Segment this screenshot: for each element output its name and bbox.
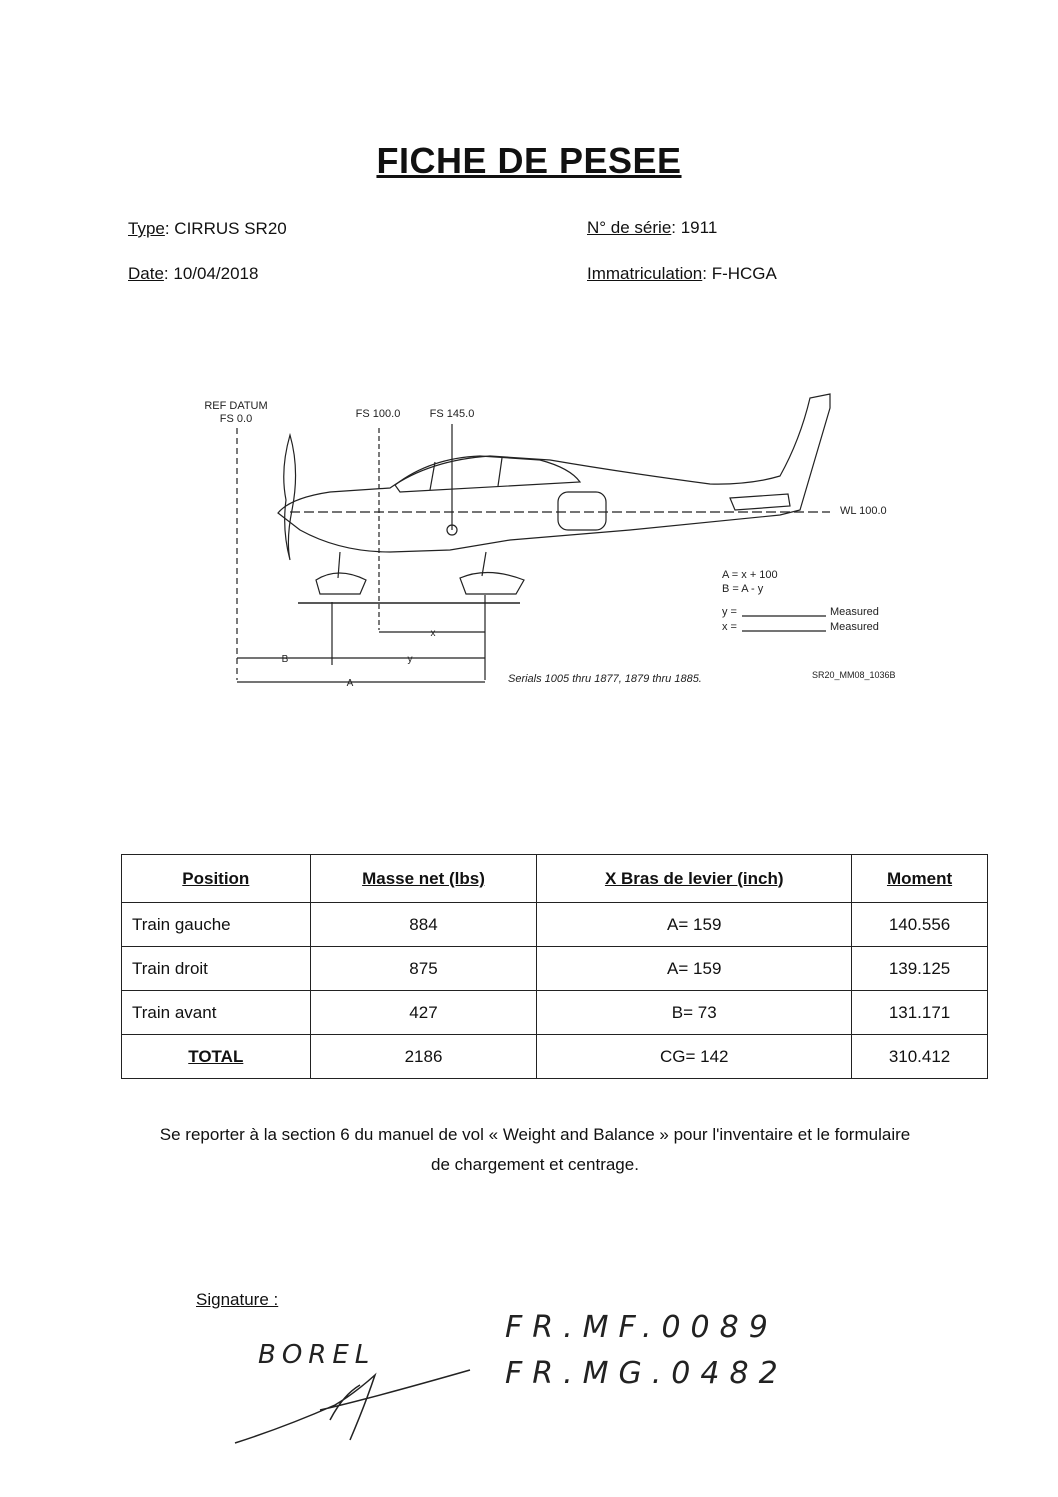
table-header-row bbox=[122, 855, 988, 903]
canopy bbox=[395, 456, 580, 492]
door-window bbox=[558, 492, 606, 530]
cell-total-moment: 310.412 bbox=[852, 1035, 988, 1079]
cell-moment: 131.171 bbox=[852, 991, 988, 1035]
header-mass: Masse net (lbs) bbox=[310, 855, 537, 903]
nose-wheel-fairing bbox=[316, 573, 366, 594]
cell-mass: 427 bbox=[310, 991, 537, 1035]
main-wheel-fairing bbox=[460, 572, 524, 594]
x-dimension-label: x bbox=[430, 628, 436, 639]
cell-mass: 875 bbox=[310, 947, 537, 991]
date-label: Date bbox=[128, 264, 164, 283]
date-value: : 10/04/2018 bbox=[163, 264, 259, 283]
signature-label: Signature : bbox=[196, 1290, 279, 1309]
cell-total-label: TOTAL bbox=[122, 1035, 311, 1079]
x-measured: Measured bbox=[830, 621, 879, 633]
total-row bbox=[122, 1035, 988, 1079]
aircraft-diagram bbox=[190, 380, 910, 700]
header-position: Position bbox=[122, 855, 311, 903]
registration-field bbox=[587, 264, 777, 284]
table-row bbox=[122, 991, 988, 1035]
cell-arm: B= 73 bbox=[537, 991, 852, 1035]
serial-value: : 1911 bbox=[671, 218, 718, 237]
a-dimension-label: A bbox=[346, 678, 354, 689]
cell-total-mass: 2186 bbox=[310, 1035, 537, 1079]
signature-scrawl bbox=[225, 1355, 475, 1450]
type-label: Type bbox=[128, 219, 165, 238]
license-number-1: FR.MF.0089 bbox=[505, 1310, 778, 1345]
tail-plane bbox=[730, 494, 790, 510]
note-line-2: de chargement et centrage. bbox=[431, 1155, 639, 1174]
registration-label: Immatriculation bbox=[587, 264, 703, 283]
header-moment: Moment bbox=[852, 855, 988, 903]
registration-value: : F-HCGA bbox=[702, 264, 777, 283]
ref-datum-label: REF DATUM bbox=[204, 400, 268, 412]
y-equation: y = bbox=[722, 606, 737, 618]
license-number-2: FR.MG.0482 bbox=[505, 1356, 788, 1391]
serial-field bbox=[587, 218, 717, 238]
canopy-frame-2 bbox=[498, 458, 502, 486]
fs100-label: FS 100.0 bbox=[355, 408, 401, 420]
drawing-ref: SR20_MM08_1036B bbox=[812, 670, 896, 680]
header-arm: X Bras de levier (inch) bbox=[537, 855, 852, 903]
cell-arm: A= 159 bbox=[537, 947, 852, 991]
fs145-label: FS 145.0 bbox=[429, 408, 475, 420]
cell-position: Train droit bbox=[122, 947, 311, 991]
serial-label: N° de série bbox=[587, 218, 672, 237]
weighing-table bbox=[121, 854, 988, 1079]
formula-b: B = A - y bbox=[722, 583, 764, 595]
cell-moment: 140.556 bbox=[852, 903, 988, 947]
b-dimension-label: B bbox=[281, 654, 289, 665]
y-dimension-label: y bbox=[407, 654, 413, 665]
type-field bbox=[128, 219, 287, 239]
type-value: : CIRRUS SR20 bbox=[164, 219, 287, 238]
date-field bbox=[128, 264, 258, 284]
cell-mass: 884 bbox=[310, 903, 537, 947]
cell-moment: 139.125 bbox=[852, 947, 988, 991]
x-equation: x = bbox=[722, 621, 737, 633]
serials-note: Serials 1005 thru 1877, 1879 thru 1885. bbox=[508, 673, 702, 685]
y-measured: Measured bbox=[830, 606, 879, 618]
cell-total-arm: CG= 142 bbox=[537, 1035, 852, 1079]
table-row bbox=[122, 947, 988, 991]
fs0-label: FS 0.0 bbox=[219, 413, 253, 425]
wl-label: WL 100.0 bbox=[840, 505, 887, 517]
nose-gear-strut bbox=[338, 552, 340, 578]
formula-a: A = x + 100 bbox=[722, 569, 778, 581]
note-line-1: Se reporter à la section 6 du manuel de vol « Weight and Balance » pour l'inventaire et le formulaire bbox=[159, 1125, 911, 1144]
table-row bbox=[122, 903, 988, 947]
cell-position: Train gauche bbox=[122, 903, 311, 947]
page-title: FICHE DE PESEE bbox=[376, 140, 682, 181]
reference-note bbox=[120, 1120, 950, 1180]
cell-position: Train avant bbox=[122, 991, 311, 1035]
cell-arm: A= 159 bbox=[537, 903, 852, 947]
signer-name: BOREL bbox=[258, 1340, 376, 1370]
propeller bbox=[284, 435, 296, 560]
